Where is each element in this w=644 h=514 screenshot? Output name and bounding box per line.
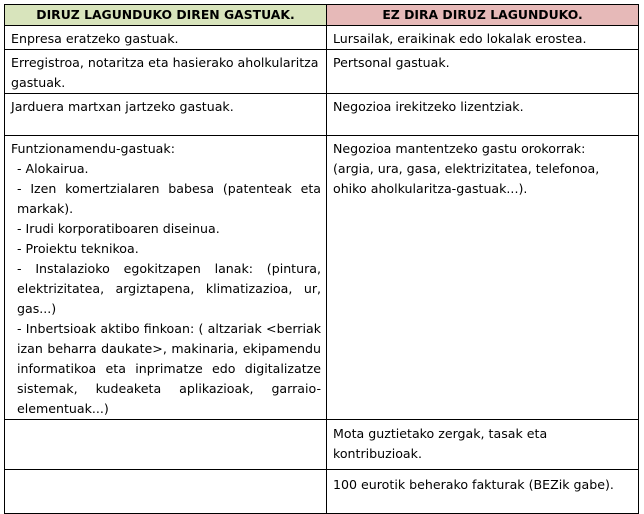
header-row <box>5 5 639 26</box>
list-item: - Inbertsioak aktibo finkoan: ( altzariak <berriak izan beharra daukate>, makinaria, ekipamendu informatikoa eta inprimatze edo digitalizatze sistemak, kudeaketa aplikazioak, garraio-elementuak...) <box>17 321 321 416</box>
cell-subsidized: Jarduera martxan jartzeko gastuak. <box>5 94 327 136</box>
cell-not-subsidized: Negozioa irekitzeko lizentziak. <box>327 94 639 136</box>
operating-costs-title: Funtzionamendu-gastuak: <box>11 141 175 156</box>
list-item: - Alokairua. <box>17 161 89 176</box>
table-row <box>5 94 639 136</box>
table-row <box>5 470 639 514</box>
table-row <box>5 136 639 420</box>
list-item: - Proiektu teknikoa. <box>17 241 139 256</box>
list-item: - Irudi korporatiboaren diseinua. <box>17 221 220 236</box>
general-costs-body: (argia, ura, gasa, elektrizitatea, telefonoa, ohiko aholkularitza-gastuak...). <box>333 161 600 196</box>
table-row <box>5 26 639 50</box>
cell-subsidized <box>5 420 327 470</box>
cell-not-subsidized: 100 eurotik beherako fakturak (BEZik gabe). <box>327 470 639 514</box>
cell-subsidized <box>5 136 327 420</box>
header-not-subsidized: EZ DIRA DIRUZ LAGUNDUKO. <box>327 5 639 26</box>
cell-not-subsidized: Pertsonal gastuak. <box>327 50 639 94</box>
cell-not-subsidized <box>327 136 639 420</box>
general-costs-title: Negozioa mantentzeko gastu orokorrak: <box>333 141 586 156</box>
cell-not-subsidized: Mota guztietako zergak, tasak eta kontribuzioak. <box>327 420 639 470</box>
cell-subsidized: Enpresa eratzeko gastuak. <box>5 26 327 50</box>
header-subsidized: DIRUZ LAGUNDUKO DIREN GASTUAK. <box>5 5 327 26</box>
list-item: - Izen komertzialaren babesa (patenteak eta markak). <box>17 181 321 216</box>
cell-not-subsidized: Lursailak, eraikinak edo lokalak erostea. <box>327 26 639 50</box>
list-item: - Instalazioko egokitzapen lanak: (pintura, elektrizitatea, argiztapena, klimatizazioa, ur, gas...) <box>17 261 321 316</box>
cell-subsidized <box>5 470 327 514</box>
cell-subsidized: Erregistroa, notaritza eta hasierako aholkularitza gastuak. <box>5 50 327 94</box>
table-row <box>5 420 639 470</box>
expenses-table <box>4 4 639 514</box>
table-row <box>5 50 639 94</box>
